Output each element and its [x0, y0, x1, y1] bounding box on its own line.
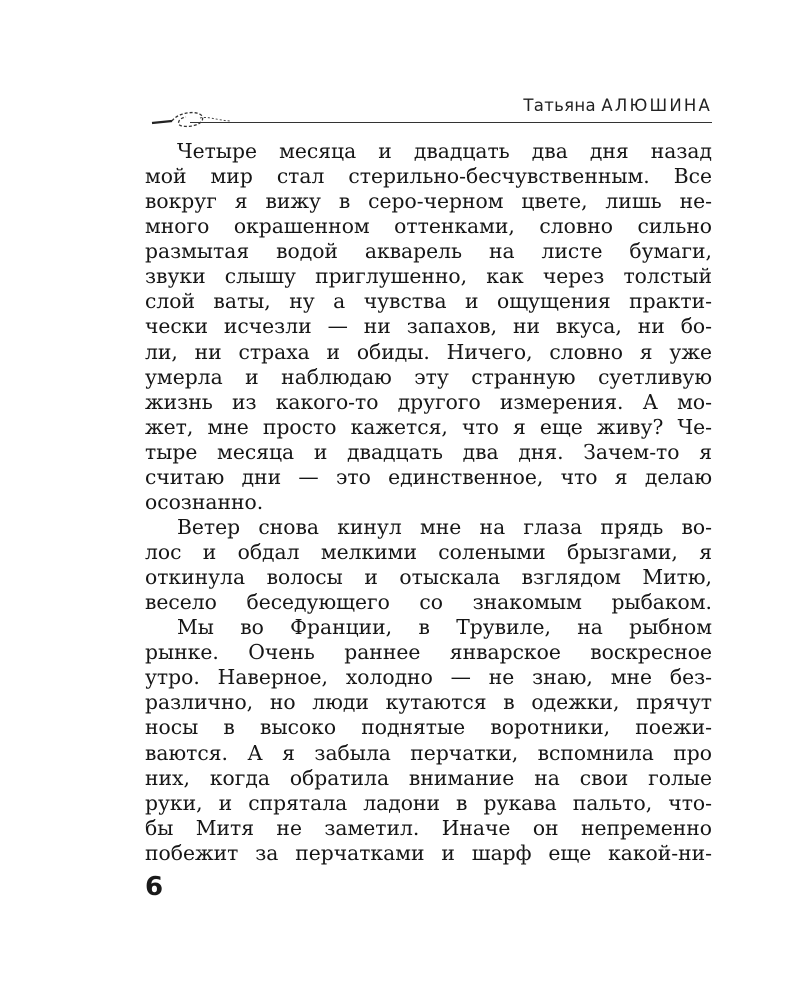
- text-line: утро. Наверное, холодно — не знаю, мне без-: [145, 665, 712, 690]
- text-line: размытая водой акварель на листе бумаги,: [145, 239, 712, 264]
- flourish-ornament-icon: [150, 106, 240, 132]
- paragraph: [145, 615, 712, 866]
- text-line: весело беседующего со знакомым рыбаком.: [145, 590, 712, 615]
- text-line: ли, ни страха и обиды. Ничего, словно я уже: [145, 339, 712, 364]
- text-line: бы Митя не заметил. Иначе он непременно: [145, 815, 712, 840]
- author-first-name: Татьяна: [523, 96, 596, 115]
- text-line: считаю дни — это единственное, что я делаю: [145, 464, 712, 489]
- text-line: осознанно.: [145, 489, 264, 514]
- body-text: [145, 139, 712, 866]
- text-line: носы в высоко поднятые воротники, поежи-: [145, 715, 712, 740]
- text-line: Ветер снова кинул мне на глаза прядь во-: [177, 514, 712, 539]
- text-line: звуки слышу приглушенно, как через толстый: [145, 264, 712, 289]
- header-rule: [190, 122, 712, 123]
- text-line: жет, мне просто кажется, что я еще живу? Че-: [145, 414, 712, 439]
- text-line: побежит за перчатками и шарф еще какой-ни-: [145, 840, 712, 865]
- text-line: ваются. А я забыла перчатки, вспомнила про: [145, 740, 712, 765]
- text-line: вокруг я вижу в серо-черном цвете, лишь не-: [145, 189, 712, 214]
- text-line: мой мир стал стерильно-бесчувственным. Все: [145, 164, 712, 189]
- text-line: чески исчезли — ни запахов, ни вкуса, ни бо-: [145, 314, 712, 339]
- text-line: рынке. Очень раннее январское воскресное: [145, 640, 712, 665]
- text-line: много окрашенном оттенками, словно сильно: [145, 214, 712, 239]
- text-line: руки, и спрятала ладони в рукава пальто, что-: [145, 790, 712, 815]
- text-line: умерла и наблюдаю эту странную суетливую: [145, 364, 712, 389]
- text-line: них, когда обратила внимание на свои голые: [145, 765, 712, 790]
- author-name: [523, 96, 712, 115]
- paragraph: [145, 139, 712, 515]
- author-last-name: АЛЮШИНА: [601, 96, 712, 115]
- text-line: слой ваты, ну а чувства и ощущения практи-: [145, 289, 712, 314]
- text-line: жизнь из какого-то другого измерения. А мо-: [145, 389, 712, 414]
- text-line: Четыре месяца и двадцать два дня назад: [177, 139, 712, 163]
- text-line: откинула волосы и отыскала взглядом Митю,: [145, 565, 712, 590]
- paragraph: [145, 515, 712, 615]
- text-line: Мы во Франции, в Трувиле, на рыбном: [177, 615, 712, 640]
- page-number: 6: [145, 872, 164, 902]
- text-line: тыре месяца и двадцать два дня. Зачем-то я: [145, 439, 712, 464]
- text-line: лос и обдал мелкими солеными брызгами, я: [145, 540, 712, 564]
- running-header: [150, 96, 712, 124]
- text-line: различно, но люди кутаются в одежки, прячут: [145, 690, 712, 715]
